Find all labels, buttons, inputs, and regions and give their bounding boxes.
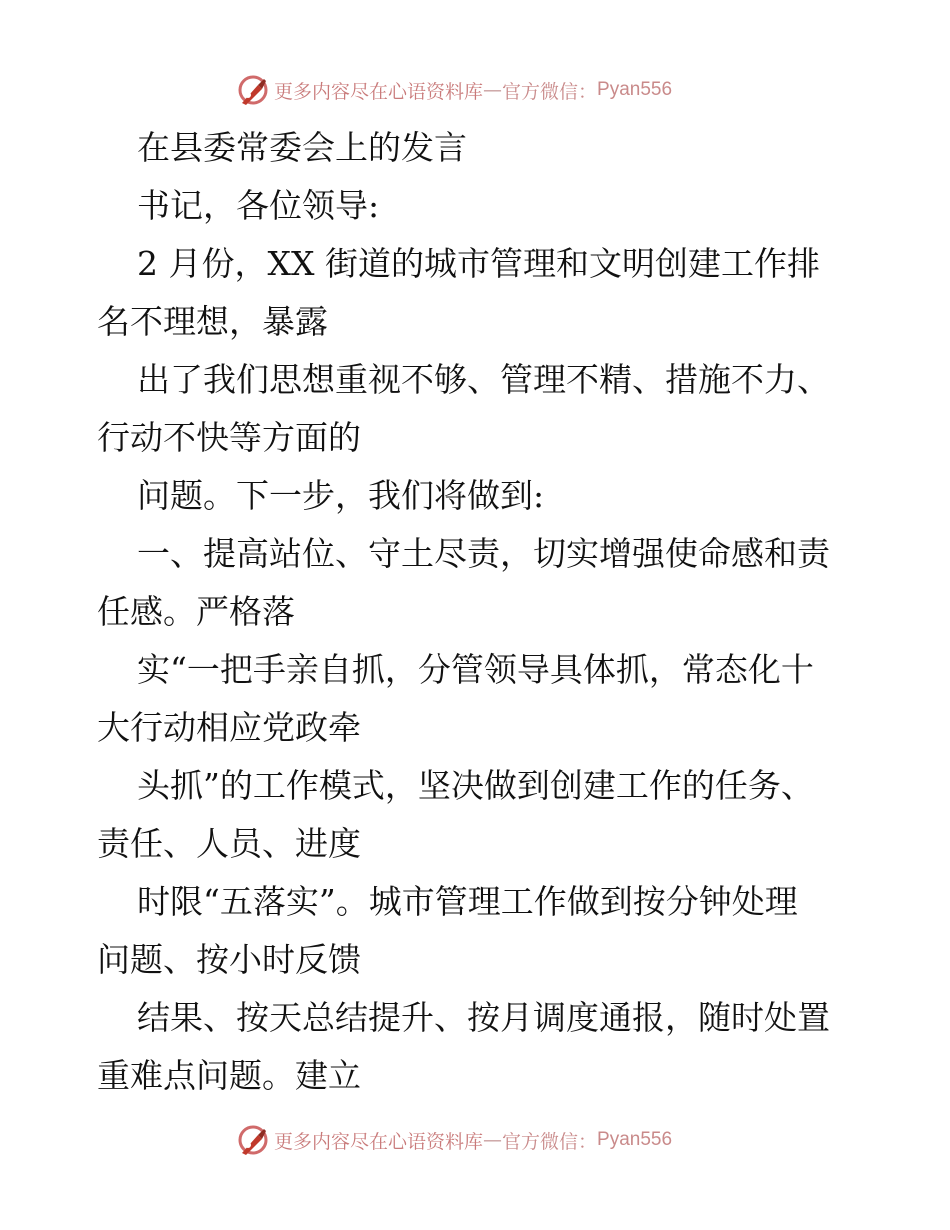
header-watermark-banner bbox=[236, 72, 716, 108]
body-line: 实“一把手亲自抓，分管领导具体抓，常态化十 bbox=[137, 650, 814, 689]
pen-logo-icon bbox=[236, 73, 270, 107]
body-line: 时限“五落实”。城市管理工作做到按分钟处理 bbox=[137, 882, 798, 921]
body-line: 名不理想，暴露 bbox=[97, 302, 328, 341]
body-line: 大行动相应党政牵 bbox=[97, 708, 361, 747]
banner-wechat-id: Pyan556 bbox=[597, 1129, 673, 1150]
body-line: 行动不快等方面的 bbox=[97, 418, 361, 457]
body-line: 重难点问题。建立 bbox=[97, 1056, 361, 1095]
banner-text: 更多内容尽在心语资料库 bbox=[274, 80, 484, 103]
banner-wechat-label: 官方微信： bbox=[502, 1130, 598, 1153]
banner-separator: — bbox=[483, 1129, 503, 1151]
body-line: 任感。严格落 bbox=[97, 592, 295, 631]
footer-watermark-banner bbox=[236, 1122, 716, 1158]
banner-separator: — bbox=[483, 79, 503, 101]
body-line: 一、提高站位、守土尽责，切实增强使命感和责 bbox=[137, 534, 830, 573]
body-line: 问题。下一步，我们将做到: bbox=[137, 476, 545, 515]
body-line: 责任、人员、进度 bbox=[97, 824, 361, 863]
body-line: 头抓”的工作模式，坚决做到创建工作的任务、 bbox=[137, 766, 814, 805]
banner-text: 更多内容尽在心语资料库 bbox=[274, 1130, 484, 1153]
salutation-line: 书记，各位领导: bbox=[137, 186, 380, 225]
banner-wechat-id: Pyan556 bbox=[597, 79, 673, 100]
pen-logo-icon bbox=[236, 1123, 270, 1157]
body-line: 结果、按天总结提升、按月调度通报，随时处置 bbox=[137, 998, 830, 1037]
body-line: 2 月份，XX 街道的城市管理和文明创建工作排 bbox=[137, 244, 820, 283]
body-line: 出了我们思想重视不够、管理不精、措施不力、 bbox=[137, 360, 830, 399]
body-line: 问题、按小时反馈 bbox=[97, 940, 361, 979]
banner-wechat-label: 官方微信： bbox=[502, 80, 598, 103]
doc-title-line: 在县委常委会上的发言 bbox=[137, 128, 467, 167]
